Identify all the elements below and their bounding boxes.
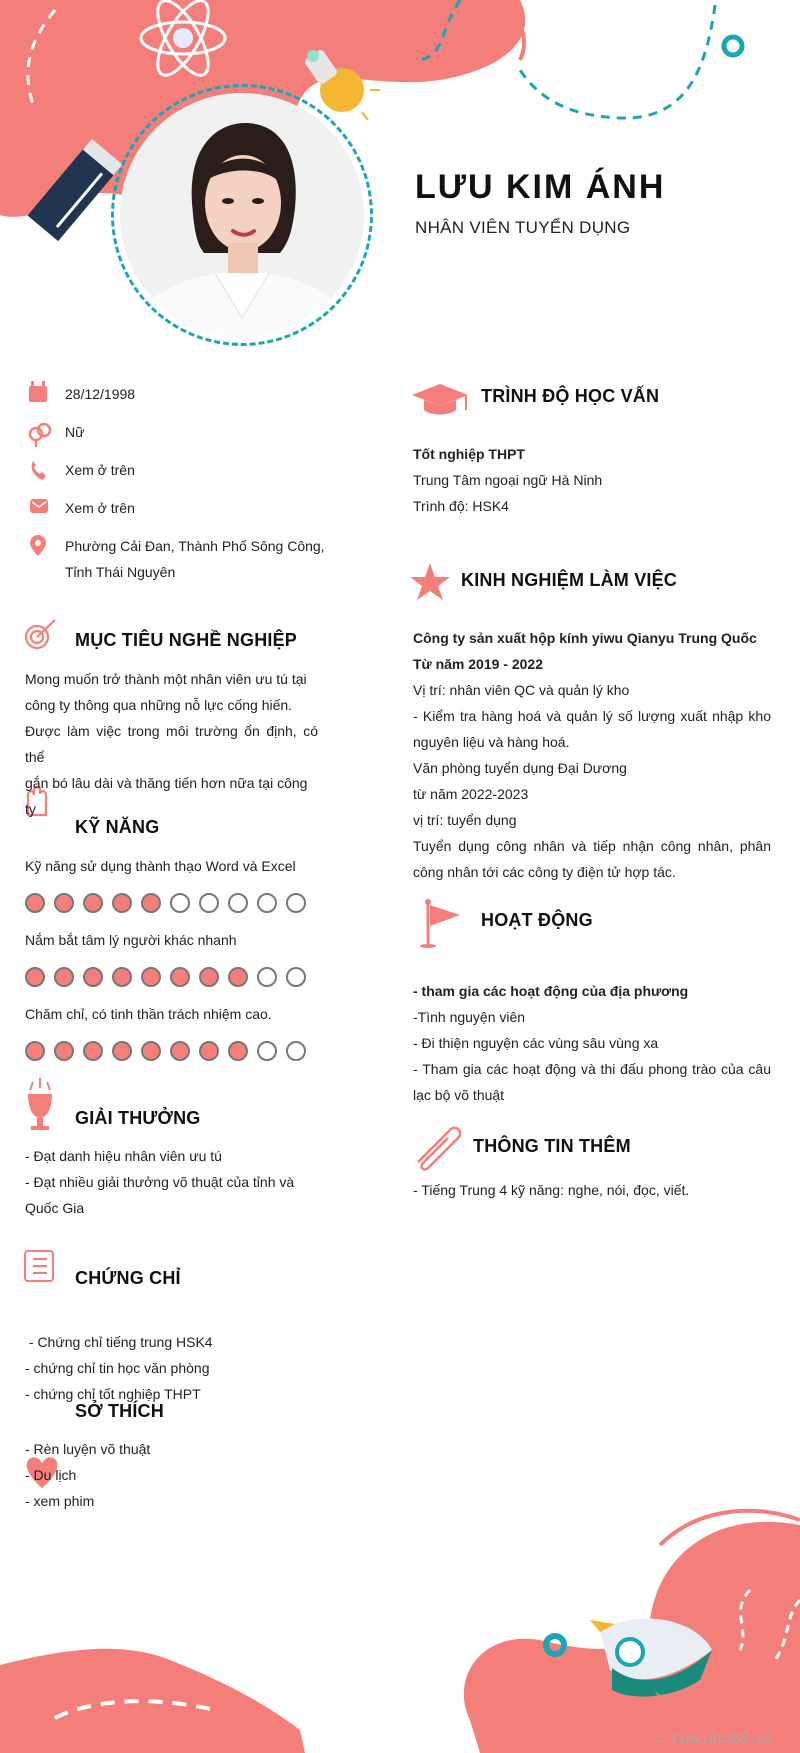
skill-rating bbox=[25, 967, 306, 987]
education-text bbox=[413, 441, 771, 519]
paperclip-icon bbox=[418, 1128, 460, 1170]
experience-text bbox=[413, 625, 771, 885]
skill-label: Chăm chỉ, có tinh thần trách nhiệm cao. bbox=[25, 1006, 272, 1022]
experience-line: Tuyển dụng công nhân và tiếp nhận công nhân, phân bbox=[413, 838, 771, 854]
objective-heading: MỤC TIÊU NGHỀ NGHIỆP bbox=[75, 630, 298, 650]
rating-dot-empty bbox=[286, 893, 306, 913]
rating-dot-filled bbox=[83, 893, 103, 913]
rating-dot-empty bbox=[228, 893, 248, 913]
rating-dot-filled bbox=[170, 1041, 190, 1061]
activity-line: - Tham gia các hoạt động và thi đấu phong trào của câu bbox=[413, 1061, 771, 1077]
hobbies-text bbox=[25, 1436, 318, 1514]
contact-gender bbox=[25, 419, 325, 445]
additional-heading: THÔNG TIN THÊM bbox=[473, 1136, 631, 1156]
rating-dot-empty bbox=[286, 967, 306, 987]
rating-dot-filled bbox=[25, 1041, 45, 1061]
rating-dot-filled bbox=[199, 967, 219, 987]
graduation-cap-icon bbox=[412, 384, 468, 415]
objective-line: ty bbox=[25, 801, 36, 817]
certificates-heading: CHỨNG CHỈ bbox=[75, 1268, 181, 1288]
rating-dot-filled bbox=[141, 1041, 161, 1061]
rating-dot-filled bbox=[54, 1041, 74, 1061]
rating-dot-empty bbox=[257, 967, 277, 987]
skill-rating bbox=[25, 1041, 306, 1061]
rating-dot-filled bbox=[170, 967, 190, 987]
experience-line: Vị trí: nhân viên QC và quản lý kho bbox=[413, 682, 630, 698]
contact-address bbox=[25, 533, 325, 585]
activities-title: - tham gia các hoạt động của địa phương bbox=[413, 983, 689, 999]
star-icon bbox=[410, 563, 450, 600]
rating-dot-filled bbox=[54, 893, 74, 913]
rating-dot-filled bbox=[83, 1041, 103, 1061]
objective-text bbox=[25, 666, 318, 822]
skill-rating bbox=[25, 893, 306, 913]
education-heading: TRÌNH ĐỘ HỌC VẤN bbox=[481, 386, 660, 406]
certificate-line: - Chứng chỉ tiếng trung HSK4 bbox=[25, 1334, 213, 1350]
rating-dot-filled bbox=[112, 967, 132, 987]
certificate-line: - chứng chỉ tin học văn phòng bbox=[25, 1360, 210, 1376]
experience-line: - Kiểm tra hàng hoá và quản lý số lượng xuất nhập kho bbox=[413, 708, 771, 724]
education-degree: Tốt nghiệp THPT bbox=[413, 446, 525, 462]
activities-text bbox=[413, 978, 771, 1108]
certificates-text bbox=[25, 1303, 318, 1407]
activity-line: -Tình nguyện viên bbox=[413, 1009, 526, 1025]
award-line: - Đạt nhiều giải thưởng võ thuật của tỉnh và bbox=[25, 1174, 295, 1190]
objective-line: Mong muốn trở thành một nhân viên ưu tú tại bbox=[25, 671, 307, 687]
education-school: Trung Tâm ngoại ngữ Hà Ninh bbox=[413, 472, 603, 488]
skill-label: Nắm bắt tâm lý người khác nhanh bbox=[25, 932, 237, 948]
objective-line: công ty thông qua những nỗ lực cống hiến. bbox=[25, 697, 293, 713]
gender-value: Nữ bbox=[65, 424, 85, 440]
rating-dot-empty bbox=[257, 1041, 277, 1061]
rating-dot-filled bbox=[141, 893, 161, 913]
trophy-icon bbox=[28, 1078, 52, 1130]
job-title: NHÂN VIÊN TUYỂN DỤNG bbox=[415, 218, 631, 237]
rating-dot-filled bbox=[25, 893, 45, 913]
additional-line: - Tiếng Trung 4 kỹ năng: nghe, nói, đọc, viết. bbox=[413, 1182, 690, 1198]
rating-dot-empty bbox=[257, 893, 277, 913]
phone-value: Xem ở trên bbox=[65, 462, 135, 478]
rating-dot-filled bbox=[83, 967, 103, 987]
skills-heading: KỸ NĂNG bbox=[75, 817, 160, 837]
avatar-illustration bbox=[120, 93, 364, 337]
rating-dot-filled bbox=[112, 1041, 132, 1061]
experience-heading: KINH NGHIỆM LÀM VIỆC bbox=[461, 570, 678, 590]
hobby-line: - Rèn luyện võ thuật bbox=[25, 1441, 151, 1457]
skill-label: Kỹ năng sử dụng thành thạo Word và Excel bbox=[25, 858, 296, 874]
rating-dot-filled bbox=[25, 967, 45, 987]
award-line: - Đạt danh hiệu nhân viên ưu tú bbox=[25, 1148, 222, 1164]
rating-dot-filled bbox=[112, 893, 132, 913]
activities-heading: HOẠT ĐỘNG bbox=[481, 910, 593, 930]
hobbies-heading: SỞ THÍCH bbox=[75, 1401, 164, 1421]
address-line: Phường Cải Đan, Thành Phố Sông Công, bbox=[65, 538, 325, 554]
hobby-line: - Du lịch bbox=[25, 1467, 77, 1483]
experience-line: Văn phòng tuyển dụng Đại Dương bbox=[413, 760, 627, 776]
rating-dot-filled bbox=[141, 967, 161, 987]
education-level: Trình độ: HSK4 bbox=[413, 498, 509, 514]
watermark-text: Timviec365.vn bbox=[670, 1732, 772, 1747]
rating-dot-filled bbox=[199, 1041, 219, 1061]
objective-line: Được làm việc trong môi trường ổn định, có thể bbox=[25, 723, 318, 765]
additional-text bbox=[413, 1177, 771, 1203]
experience-line: công nhân tới các công ty điện tử hợp tác. bbox=[413, 864, 676, 880]
watermark: ∴ Timviec365.vn bbox=[654, 1732, 772, 1747]
contact-phone bbox=[25, 457, 325, 483]
rating-dot-filled bbox=[228, 1041, 248, 1061]
objective-line: gắn bó lâu dài và thăng tiến hơn nữa tại công bbox=[25, 775, 308, 791]
rating-dot-filled bbox=[54, 967, 74, 987]
rating-dot-empty bbox=[170, 893, 190, 913]
address-value bbox=[65, 533, 325, 585]
rating-dot-empty bbox=[286, 1041, 306, 1061]
award-line: Quốc Gia bbox=[25, 1200, 85, 1216]
experience-period: Từ năm 2019 - 2022 bbox=[413, 656, 543, 672]
experience-line: vị trí: tuyển dụng bbox=[413, 812, 517, 828]
experience-company: Công ty sản xuất hộp kính yiwu Qianyu Trung Quốc bbox=[413, 630, 757, 646]
address-line: Tỉnh Thái Nguyên bbox=[65, 564, 176, 580]
awards-text bbox=[25, 1143, 318, 1221]
birthday-value: 28/12/1998 bbox=[65, 386, 136, 402]
experience-line: từ năm 2022-2023 bbox=[413, 786, 529, 802]
contact-birthday bbox=[25, 381, 325, 407]
email-value: Xem ở trên bbox=[65, 500, 135, 516]
experience-line: nguyên liệu và hàng hoá. bbox=[413, 734, 570, 750]
target-icon bbox=[26, 620, 55, 648]
contact-email bbox=[25, 495, 325, 521]
flag-icon bbox=[420, 899, 460, 948]
candidate-name: LƯU KIM ÁNH bbox=[415, 168, 666, 206]
rating-dot-empty bbox=[199, 893, 219, 913]
hobby-line: - xem phim bbox=[25, 1493, 95, 1509]
awards-heading: GIẢI THƯỞNG bbox=[75, 1108, 201, 1128]
activity-line: - Đi thiện nguyện các vùng sâu vùng xa bbox=[413, 1035, 659, 1051]
activity-line: lạc bộ võ thuật bbox=[413, 1087, 505, 1103]
rating-dot-filled bbox=[228, 967, 248, 987]
certificate-icon bbox=[25, 1251, 53, 1281]
avatar bbox=[120, 93, 364, 337]
certificate-line: - chứng chỉ tốt nghiệp THPT bbox=[25, 1386, 201, 1402]
